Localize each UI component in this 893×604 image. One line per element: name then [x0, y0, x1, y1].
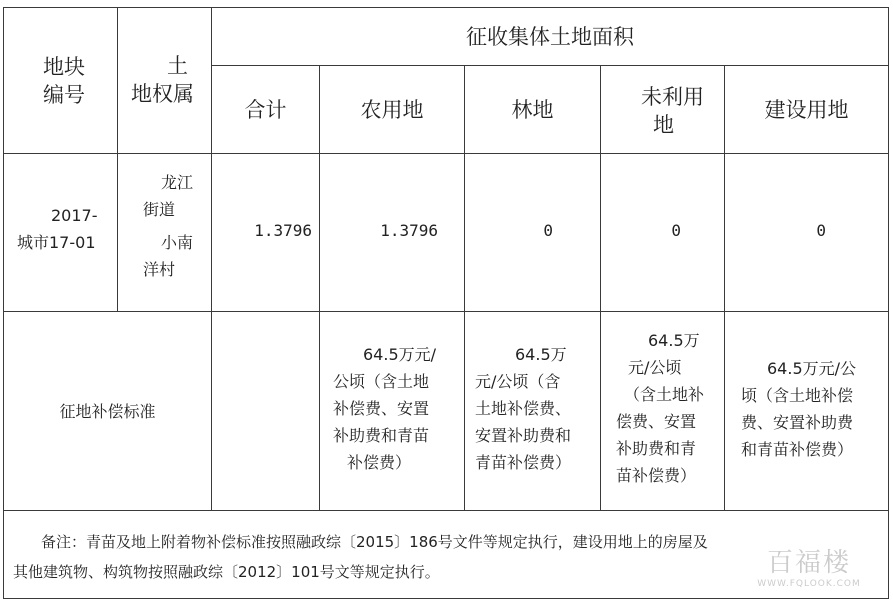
row-block-no	[7, 202, 115, 256]
standard-forest-line3: 土地补偿费、	[475, 399, 572, 418]
header-block-no-line1: 地块	[43, 55, 85, 79]
standard-farmland-line4: 补助费和青苗	[333, 426, 430, 445]
standard-construction-line1: 64.5万元/公	[767, 359, 857, 378]
header-ownership-line1: 土	[167, 54, 188, 78]
row-farmland: 1.3796	[380, 221, 438, 240]
row-block-no-line2: 城市17-01	[17, 233, 96, 252]
standard-construction-line3: 费、安置补助费	[741, 413, 854, 432]
header-ownership-line2: 地权属	[131, 82, 194, 106]
standard-unused	[616, 327, 724, 489]
row-construction: 0	[816, 221, 826, 240]
header-unused	[601, 83, 724, 139]
header-construction: 建设用地	[764, 97, 849, 122]
land-acquisition-table	[3, 7, 889, 599]
row-block-no-line1: 2017-	[51, 206, 98, 225]
row-ownership-line2: 街道	[143, 200, 176, 219]
row-unused: 0	[671, 221, 681, 240]
row-ownership	[143, 169, 209, 283]
standard-unused-line3: （含土地补	[624, 385, 705, 404]
standard-forest-line1: 64.5万	[515, 345, 567, 364]
standard-farmland	[333, 341, 461, 476]
standard-forest-line4: 安置补助费和	[475, 426, 572, 445]
row-total: 1.3796	[254, 221, 312, 240]
standard-construction	[741, 355, 887, 463]
standard-farmland-line3: 补偿费、安置	[333, 399, 430, 418]
header-block-no-line2: 编号	[43, 83, 85, 107]
standard-construction-line2: 顷（含土地补偿	[741, 386, 854, 405]
standard-farmland-line2: 公顷（含土地	[333, 372, 430, 391]
row-ownership-line3: 小南	[161, 233, 194, 252]
watermark-url: WWW.FQLOOK.COM	[757, 579, 861, 589]
standard-forest	[475, 341, 599, 476]
standard-unused-line5: 补助费和青	[616, 439, 697, 458]
standard-construction-line4: 和青苗补偿费）	[741, 440, 854, 459]
note-line2: 其他建筑物、构筑物按照融政综〔2012〕101号文等规定执行。	[13, 563, 440, 581]
row-ownership-line4: 洋村	[143, 260, 176, 279]
header-unused-line1: 未利用	[641, 85, 704, 109]
standard-unused-line2: 元/公顷	[628, 358, 682, 377]
standard-unused-line6: 苗补偿费）	[616, 466, 697, 485]
header-ownership	[125, 52, 209, 108]
row-ownership-line1: 龙江	[161, 173, 194, 192]
standard-farmland-line1: 64.5万元/	[363, 345, 437, 364]
header-block-no	[43, 53, 113, 109]
standard-unused-line1: 64.5万	[648, 331, 700, 350]
standard-forest-line2: 元/公顷（含	[475, 372, 561, 391]
standard-unused-line4: 偿费、安置	[616, 412, 697, 431]
header-total: 合计	[244, 97, 287, 122]
watermark-logo	[729, 542, 889, 602]
header-farmland: 农用地	[360, 97, 424, 122]
standard-farmland-line5: 补偿费）	[347, 453, 412, 472]
header-area-title: 征收集体土地面积	[466, 24, 634, 49]
row-forest: 0	[543, 221, 553, 240]
header-forest: 林地	[511, 97, 554, 122]
standard-label: 征地补偿标准	[59, 401, 156, 421]
standard-forest-line5: 青苗补偿费）	[475, 453, 572, 472]
header-unused-line2: 地	[653, 113, 674, 137]
watermark-text: 百福楼	[766, 548, 851, 578]
note-line1: 备注：青苗及地上附着物补偿标准按照融政综〔2015〕186号文件等规定执行，建设用地上的房屋及	[41, 533, 708, 551]
